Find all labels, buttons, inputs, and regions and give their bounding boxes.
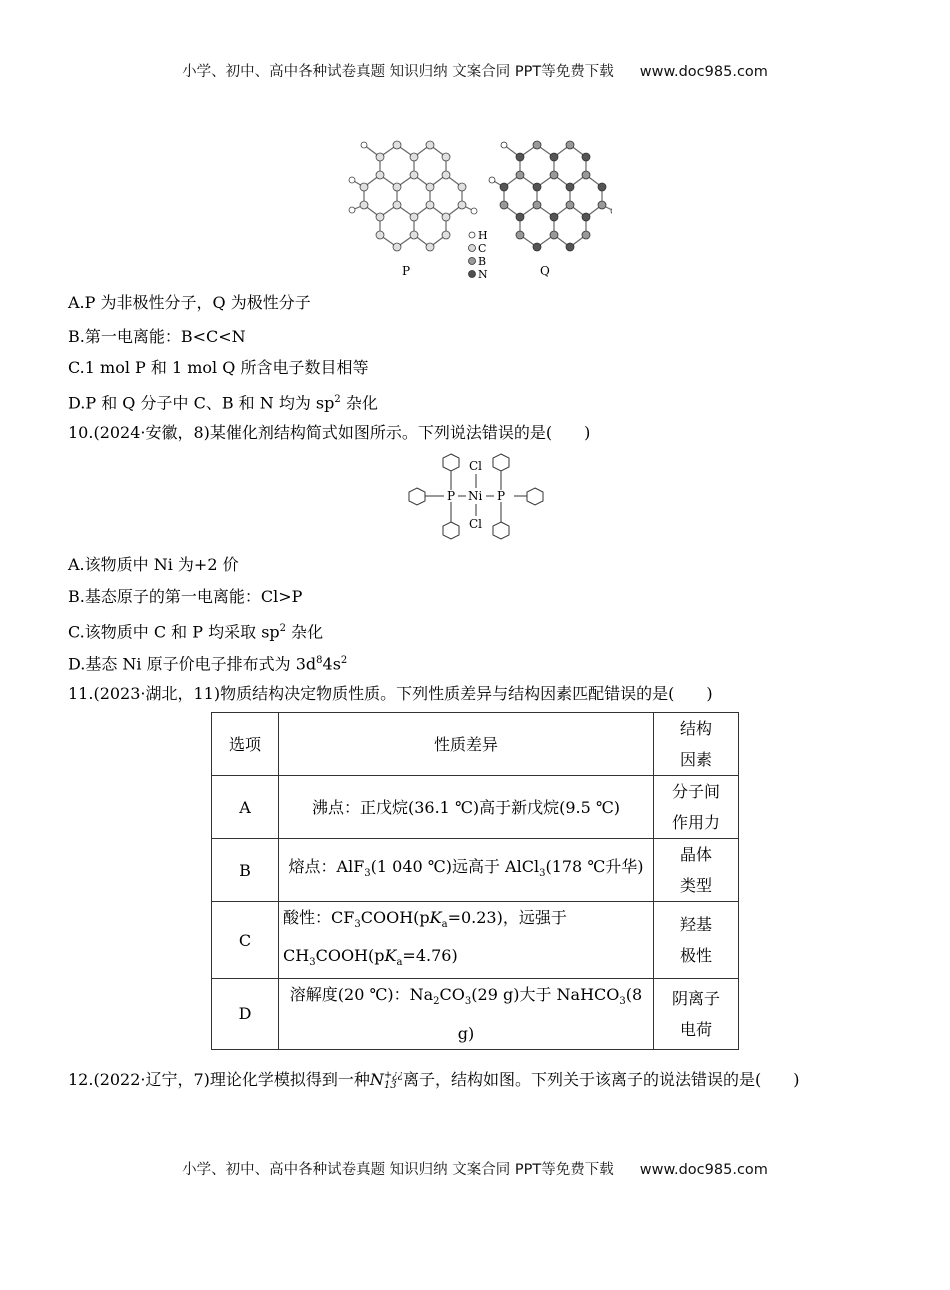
legend-h: H [478, 229, 488, 242]
q10-option-a: A.该物质中 Ni 为+2 价 [68, 555, 239, 574]
property-table [211, 712, 739, 1050]
q9-option-c: C.1 mol P 和 1 mol Q 所含电子数目相等 [68, 358, 369, 377]
q10-option-d: D.基态 Ni 原子价电子排布式为 $3d^84s^2$ [68, 654, 348, 674]
q12-stem: 12.(2022·辽宁，7)理论化学模拟得到一种N+¿¿ 13 离子，结构如图。下列关于该离子的说法错误的是( ) [68, 1069, 800, 1091]
molecule-p-atoms [349, 141, 477, 251]
q10-option-b: B.基态原子的第一电离能：Cl>P [68, 587, 303, 606]
table-header-row [212, 713, 739, 776]
fig-p-right: P [497, 489, 506, 503]
q10-stem: 10.(2024·安徽，8)某催化剂结构简式如图所示。下列说法错误的是( ) [68, 423, 591, 442]
fig-cl-bottom: Cl [469, 517, 483, 531]
q9-option-a: A.P 为非极性分子，Q 为极性分子 [68, 293, 311, 312]
footer-url[interactable]: www.doc985.com [639, 1162, 768, 1178]
molecule-figure-pq [342, 125, 612, 285]
legend-c: C [478, 242, 487, 255]
table-row: B 熔点：AlF$_3$(1 040 ℃)远高于 AlCl$_3$(178 ℃升华) 晶体 类型 [212, 839, 739, 902]
header-option: 选项 [212, 713, 279, 776]
legend [469, 229, 489, 281]
q10-option-c: C.该物质中 C 和 P 均采取 $sp^2$ 杂化 [68, 622, 324, 642]
table-row: D 溶解度(20 ℃)：$Na_2CO_3(29$ g)大于 NaHCO$_3$(8 g) 阴离子 电荷 [212, 979, 739, 1049]
q9-option-b: B.第一电离能：B<C<N [68, 327, 246, 346]
label-p: P [402, 264, 411, 278]
legend-b: B [478, 255, 487, 268]
nickel-complex-figure [404, 450, 554, 544]
footer-text: 小学、初中、高中各种试卷真题 知识归纳 文案合同 PPT等免费下载 [182, 1162, 614, 1178]
fig-p-left: P [447, 489, 456, 503]
header-property: 性质差异 [279, 713, 654, 776]
table-row: A 沸点：正戊烷(36.1 ℃)高于新戊烷(9.5 ℃) 分子间 作用力 [212, 776, 739, 839]
header-factor: 结构 因素 [654, 713, 739, 776]
page-footer [0, 1158, 950, 1179]
label-q: Q [540, 264, 550, 278]
header-url[interactable]: www.doc985.com [639, 64, 768, 80]
legend-n: N [478, 268, 488, 281]
fig-ni: Ni [468, 489, 483, 503]
page-header [0, 60, 950, 81]
q11-stem: 11.(2023·湖北，11)物质结构决定物质性质。下列性质差异与结构因素匹配错误的是( ) [68, 684, 713, 703]
table-row: C 酸性：$CF_3COOH(pK_a=0.23)$，远强于 $CH_3COOH(pK_a=4.76)$ 羟基 极性 [212, 902, 739, 979]
q9-option-d: D.P 和 Q 分子中 C、B 和 N 均为 $sp^2$ 杂化 [68, 393, 378, 413]
molecule-q-atoms [489, 141, 612, 251]
ion-formula: N+¿¿ 13 [369, 1069, 404, 1091]
header-text: 小学、初中、高中各种试卷真题 知识归纳 文案合同 PPT等免费下载 [182, 64, 614, 80]
fig-cl-top: Cl [469, 459, 483, 473]
